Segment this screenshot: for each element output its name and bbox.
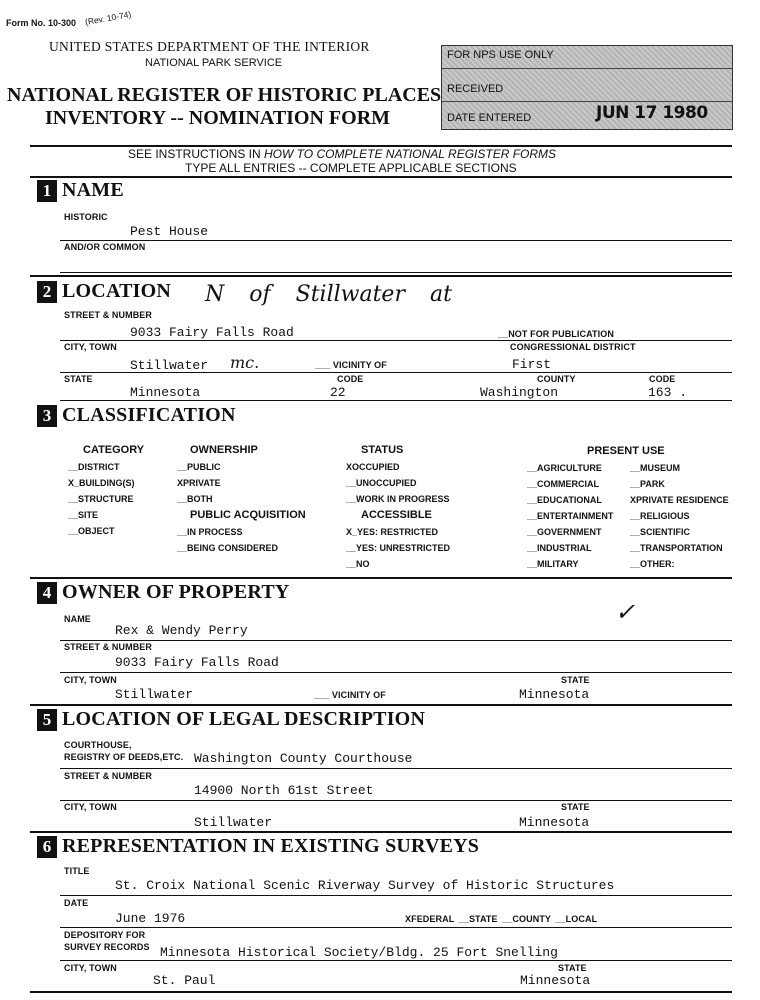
category-object: __OBJECT bbox=[68, 526, 115, 536]
accessible-no: __NO bbox=[346, 559, 370, 569]
ownership-public: __PUBLIC bbox=[177, 462, 221, 472]
accessible-yes-restricted: X_YES: RESTRICTED bbox=[346, 527, 439, 537]
street-number-value: 9033 Fairy Falls Road bbox=[130, 325, 294, 340]
section-title-name: NAME bbox=[62, 179, 124, 201]
nps-use-only-label: FOR NPS USE ONLY bbox=[447, 49, 554, 61]
section-title-classification: CLASSIFICATION bbox=[62, 404, 236, 426]
section-title-surveys: REPRESENTATION IN EXISTING SURVEYS bbox=[62, 835, 480, 857]
use-museum: __MUSEUM bbox=[630, 463, 681, 473]
owner-street-label: STREET & NUMBER bbox=[64, 642, 153, 652]
section-number: 1 bbox=[37, 180, 57, 202]
survey-title-label: TITLE bbox=[64, 866, 90, 876]
not-for-publication-label: __NOT FOR PUBLICATION bbox=[498, 329, 614, 339]
county-label: COUNTY bbox=[537, 374, 576, 384]
survey-city-label: CITY, TOWN bbox=[64, 963, 117, 973]
status-heading: STATUS bbox=[361, 444, 404, 456]
owner-state-value: Minnesota bbox=[519, 687, 590, 702]
city-town-label: CITY, TOWN bbox=[64, 342, 117, 352]
owner-vicinity-label: ___ VICINITY OF bbox=[314, 690, 386, 700]
owner-city-label: CITY, TOWN bbox=[64, 675, 117, 685]
city-value: Stillwater bbox=[130, 358, 209, 373]
survey-state-label: STATE bbox=[558, 963, 587, 973]
received-label: RECEIVED bbox=[447, 83, 504, 95]
use-other: __OTHER: bbox=[630, 559, 675, 569]
courthouse-label: COURTHOUSE, bbox=[64, 740, 132, 750]
category-district: __DISTRICT bbox=[68, 462, 120, 472]
survey-date-value: June 1976 bbox=[115, 911, 186, 926]
legal-street-label: STREET & NUMBER bbox=[64, 771, 153, 781]
use-commercial: __COMMERCIAL bbox=[527, 479, 600, 489]
use-military: __MILITARY bbox=[527, 559, 579, 569]
instructions-line1: SEE INSTRUCTIONS IN HOW TO COMPLETE NATIONAL REGISTER FORMS bbox=[128, 147, 557, 161]
congressional-district-value: First bbox=[512, 357, 552, 372]
status-occupied: XOCCUPIED bbox=[346, 462, 400, 472]
service-name: NATIONAL PARK SERVICE bbox=[145, 57, 283, 69]
present-use-heading: PRESENT USE bbox=[587, 445, 665, 457]
public-acquisition-heading: PUBLIC ACQUISITION bbox=[190, 509, 306, 521]
legal-street-value: 14900 North 61st Street bbox=[194, 783, 374, 798]
owner-state-label: STATE bbox=[561, 675, 590, 685]
registry-of-deeds-label: REGISTRY OF DEEDS,ETC. bbox=[64, 752, 184, 762]
owner-name-label: NAME bbox=[64, 614, 91, 624]
county-value: Washington bbox=[480, 385, 559, 400]
category-buildings: X_BUILDING(S) bbox=[68, 478, 135, 488]
use-transportation: __TRANSPORTATION bbox=[630, 543, 723, 553]
courthouse-value: Washington County Courthouse bbox=[194, 751, 413, 766]
legal-state-label: STATE bbox=[561, 802, 590, 812]
ownership-heading: OWNERSHIP bbox=[190, 444, 258, 456]
use-religious: __RELIGIOUS bbox=[630, 511, 690, 521]
use-park: __PARK bbox=[630, 479, 665, 489]
state-value: Minnesota bbox=[130, 385, 201, 400]
category-structure: __STRUCTURE bbox=[68, 494, 134, 504]
use-agriculture: __AGRICULTURE bbox=[527, 463, 602, 473]
acquisition-being-considered: __BEING CONSIDERED bbox=[177, 543, 279, 553]
survey-date-label: DATE bbox=[64, 898, 89, 908]
historic-label: HISTORIC bbox=[64, 212, 108, 222]
accessible-yes-unrestricted: __YES: UNRESTRICTED bbox=[346, 543, 451, 553]
accessible-heading: ACCESSIBLE bbox=[361, 509, 432, 521]
section-title-location: LOCATION bbox=[62, 280, 172, 302]
city-handwritten-note: mc. bbox=[230, 353, 260, 372]
acquisition-in-process: __IN PROCESS bbox=[177, 527, 243, 537]
section-number: 5 bbox=[37, 709, 57, 731]
code-label: CODE bbox=[337, 374, 364, 384]
status-unoccupied: __UNOCCUPIED bbox=[346, 478, 417, 488]
use-scientific: __SCIENTIFIC bbox=[630, 527, 691, 537]
handwritten-location-note: N of Stillwater at bbox=[205, 282, 452, 307]
handwritten-check-mark: ✓ bbox=[615, 598, 636, 626]
date-entered-stamp: JUN 17 1980 bbox=[596, 103, 708, 123]
form-title-line2: INVENTORY -- NOMINATION FORM bbox=[45, 107, 391, 129]
section-title-owner: OWNER OF PROPERTY bbox=[62, 581, 290, 603]
vicinity-of-label: ___ VICINITY OF bbox=[315, 360, 387, 370]
congressional-district-label: CONGRESSIONAL DISTRICT bbox=[510, 342, 636, 352]
state-label: STATE bbox=[64, 374, 93, 384]
section-number: 2 bbox=[37, 281, 57, 303]
common-name-label: AND/OR COMMON bbox=[64, 242, 146, 252]
street-number-label: STREET & NUMBER bbox=[64, 310, 153, 320]
form-revision: (Rev. 10-74) bbox=[84, 9, 132, 28]
legal-city-value: Stillwater bbox=[194, 815, 273, 830]
form-number: Form No. 10-300 bbox=[6, 18, 77, 28]
county-code-value: 163 . bbox=[648, 385, 688, 400]
section-number: 3 bbox=[37, 405, 57, 427]
county-code-label: CODE bbox=[649, 374, 676, 384]
survey-state-value: Minnesota bbox=[520, 973, 591, 988]
ownership-both: __BOTH bbox=[177, 494, 213, 504]
depository-label: DEPOSITORY FOR bbox=[64, 930, 146, 940]
status-work-in-progress: __WORK IN PROGRESS bbox=[346, 494, 450, 504]
survey-title-value: St. Croix National Scenic Riverway Survey of Historic Structures bbox=[115, 878, 615, 893]
date-entered-label: DATE ENTERED bbox=[447, 112, 532, 124]
legal-state-value: Minnesota bbox=[519, 815, 590, 830]
use-entertainment: __ENTERTAINMENT bbox=[527, 511, 614, 521]
owner-name-value: Rex & Wendy Perry bbox=[115, 623, 248, 638]
use-educational: __EDUCATIONAL bbox=[527, 495, 602, 505]
use-government: __GOVERNMENT bbox=[527, 527, 602, 537]
survey-records-label: SURVEY RECORDS bbox=[64, 942, 150, 952]
owner-city-value: Stillwater bbox=[115, 687, 194, 702]
category-heading: CATEGORY bbox=[83, 444, 145, 456]
historic-name-value: Pest House bbox=[130, 224, 209, 239]
owner-street-value: 9033 Fairy Falls Road bbox=[115, 655, 279, 670]
legal-city-label: CITY, TOWN bbox=[64, 802, 117, 812]
department-name: UNITED STATES DEPARTMENT OF THE INTERIOR bbox=[49, 39, 370, 54]
depository-value: Minnesota Historical Society/Bldg. 25 Fort Snelling bbox=[160, 945, 558, 960]
section-number: 4 bbox=[37, 582, 57, 604]
section-number: 6 bbox=[37, 836, 57, 858]
survey-city-value: St. Paul bbox=[153, 973, 216, 988]
survey-level-options: XFEDERAL __STATE __COUNTY __LOCAL bbox=[405, 914, 598, 924]
ownership-private: XPRIVATE bbox=[177, 478, 221, 488]
use-private-residence: XPRIVATE RESIDENCE bbox=[630, 495, 729, 505]
use-industrial: __INDUSTRIAL bbox=[527, 543, 592, 553]
instructions-line2: TYPE ALL ENTRIES -- COMPLETE APPLICABLE SECTIONS bbox=[185, 161, 517, 175]
nps-use-only-box bbox=[441, 45, 733, 130]
form-title-line1: NATIONAL REGISTER OF HISTORIC PLACES bbox=[7, 84, 442, 106]
category-site: __SITE bbox=[68, 510, 99, 520]
state-code-value: 22 bbox=[330, 385, 346, 400]
section-title-legal-description: LOCATION OF LEGAL DESCRIPTION bbox=[62, 708, 426, 730]
